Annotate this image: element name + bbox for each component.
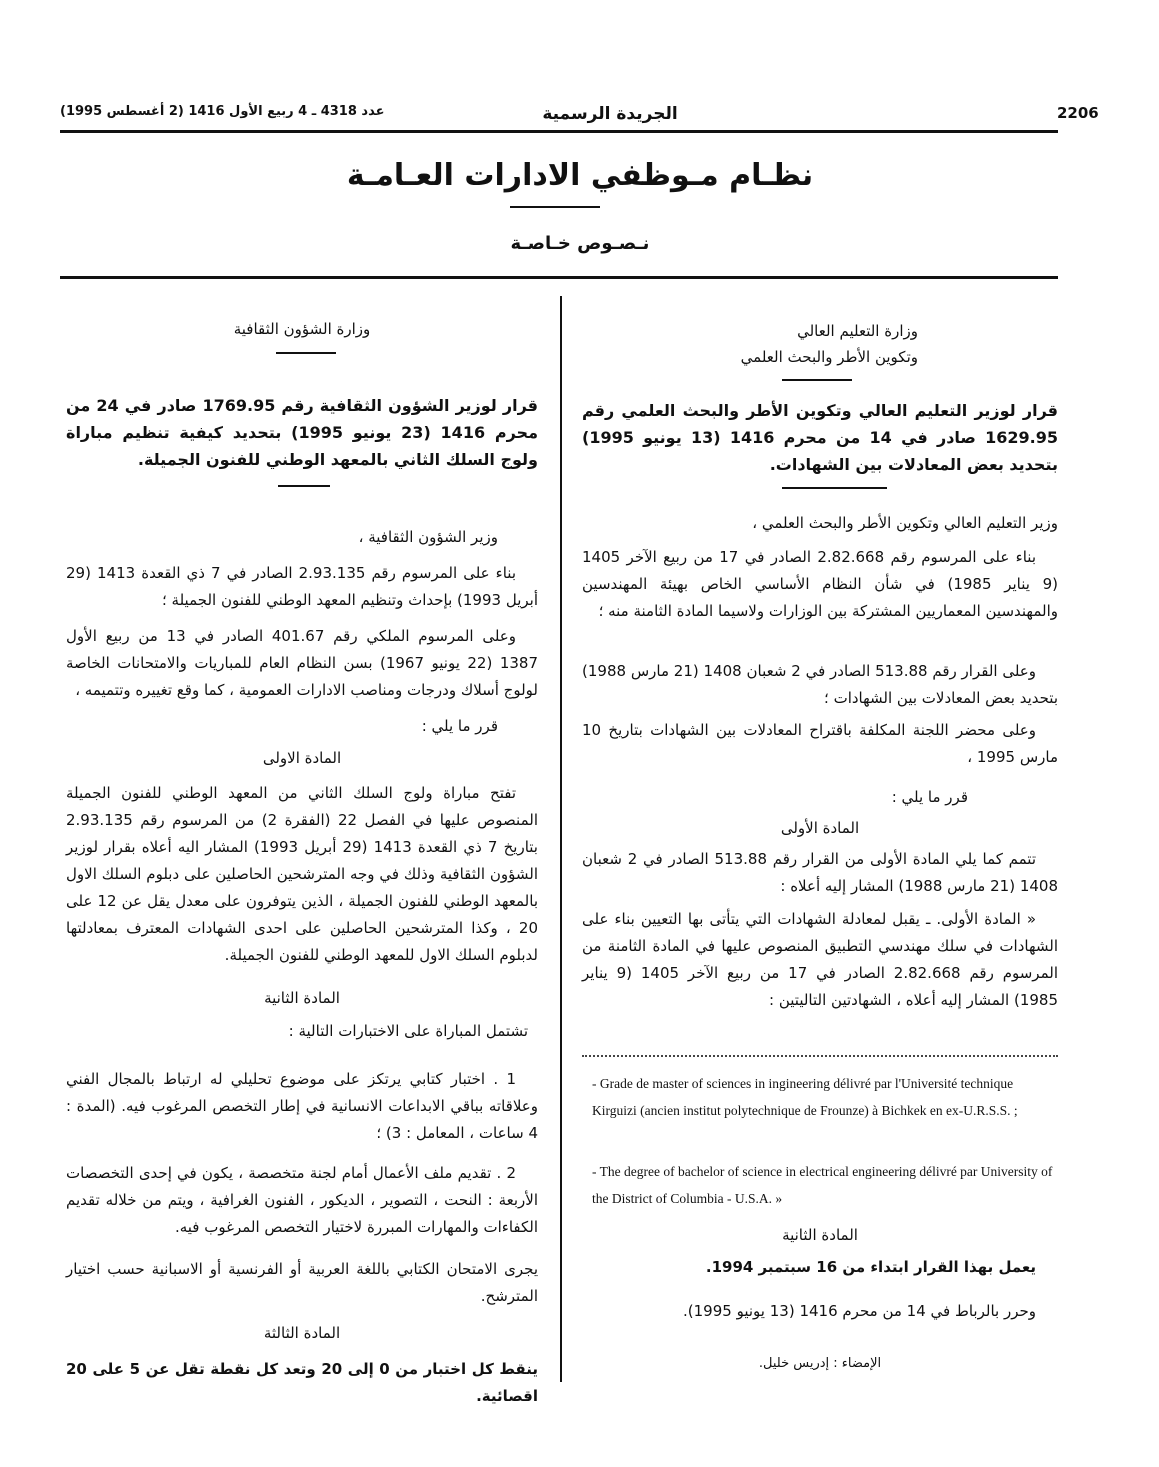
signature-line: الإمضاء : إدريس خليل. [758,1356,882,1371]
gazette-name: الجريدة الرسمية [542,104,678,124]
recital-2: وعلى القرار رقم 513.88 الصادر في 2 شعبان 1408 (21 مارس 1988) بتحديد بعض المعادلات بين الشهادات ؛ [582,662,1058,707]
recital-3: وعلى محضر اللجنة المكلفة باقتراح المعادلات بين الشهادات بتاريخ 10 مارس 1995 ، [582,721,1058,766]
article-1-text: تتمم كما يلي المادة الأولى من القرار رقم 513.88 الصادر في 2 شعبان 1408 (21 مارس 1988) المشار إليه أعلاه : [582,850,1058,895]
ministry-line-1: وزارة التعليم العالي [797,322,918,340]
latin-degree-1: - Grade de master of sciences in ingineering délivré par l'Université technique Kirguizi (ancien institut polytechnique de Frounze) à Bichkek en ex-U.R.S.S. ; [592,1076,1018,1118]
left-minister-line: وزير الشؤون الثقافية ، [358,528,498,546]
dotted-separator [582,1055,1058,1057]
ministry-divider [782,379,852,381]
left-article-1-title: المادة الاولى [262,749,342,767]
left-heading-divider [278,485,330,487]
left-column [66,0,538,1467]
article-1-title: المادة الأولى [780,819,860,837]
left-decides-line: قرر ما يلي : [421,717,498,735]
left-recital-2: وعلى المرسوم الملكي رقم 401.67 الصادر في 13 من ربيع الأول 1387 (22 يونيو 1967) بسن النظام العام للمباريات والامتحانات الخاصة لولوج أسلاك ودرجات ومناصب الادارات العمومية ، كما وقع تغييره وتتميمه ، [66,627,538,699]
exam-item-2: 2 . تقديم ملف الأعمال أمام لجنة متخصصة ، يكون في إحدى التخصصات الأربعة : النحت ، التصوير ، الديكور ، الفنون الغرافية ، ويتم من خلاله تقديم الكفاءات والمهارات المبررة لاختيار التخصص المرغوب فيه. [66,1164,538,1236]
decides-line: قرر ما يلي : [891,788,968,806]
left-article-2-intro: تشتمل المباراة على الاختبارات التالية : [288,1022,528,1040]
exam-item-1: 1 . اختبار كتابي يرتكز على موضوع تحليلي له ارتباط بالمجال الفني وعلاقاته بباقي الابداعات الانسانية في إطار التخصص المرغوب فيه. (المدة : 4 ساعات ، المعامل : 3) ؛ [66,1070,538,1142]
heading-divider [782,487,887,489]
column-divider [560,296,562,1382]
written-exam-language: يجرى الامتحان الكتابي باللغة العربية أو الفرنسية أو الاسبانية حسب اختيار المترشح. [66,1260,538,1305]
done-at-line: وحرر بالرباط في 14 من محرم 1416 (13 يونيو 1995). [682,1302,1036,1320]
left-decree-heading: قرار لوزير الشؤون الثقافية رقم 1769.95 صادر في 24 من محرم 1416 (23 يونيو 1995) بتحديد كيفية تنظيم مباراة ولوج السلك الثاني بالمعهد الوطني للفنون الجميلة. [66,396,538,469]
page-title: نظـام مـوظفي الادارات العـامـة [346,158,814,193]
decree-heading: قرار لوزير التعليم العالي وتكوين الأطر والبحث العلمي رقم 1629.95 صادر في 14 من محرم 1416 (13 يونيو 1995) بتحديد بعض المعادلات بين الشهادات. [582,401,1059,474]
article-1-quote: « المادة الأولى. ـ يقبل لمعادلة الشهادات التي يتأتى بها التعيين بناء على الشهادات في سلك مهندسي التطبيق المنصوص عليها في المادة الثامنة من المرسوم رقم 2.82.668 الصادر في 17 من ربيع الآخر 1405 (9 يناير 1985) المشار إليه أعلاه ، الشهادتين التاليتين : [582,910,1058,1009]
recital-1: بناء على المرسوم رقم 2.82.668 الصادر في 17 من ربيع الآخر 1405 (9 يناير 1985) في شأن النظام الأساسي الخاص بهيئة المهندسين والمهندسين المعماريين المشتركة بين الوزارات ولاسيما المادة الثامنة منه ؛ [582,548,1058,620]
left-recital-1: بناء على المرسوم رقم 2.93.135 الصادر في 7 ذي القعدة 1413 (29 أبريل 1993) بإحداث وتنظيم المعهد الوطني للفنون الجميلة ؛ [66,564,538,609]
left-article-2-title: المادة الثانية [264,989,340,1007]
right-column [582,0,1058,1467]
latin-degree-2: - The degree of bachelor of science in electrical engineering délivré par University of the District of Columbia - U.S.A. » [592,1164,1053,1206]
ministry-line-2: وتكوين الأطر والبحث العلمي [740,348,918,366]
page-subtitle: نـصـوص خـاصـة [510,233,650,254]
article-2-title: المادة الثانية [782,1226,858,1244]
left-article-1-text: تفتح مباراة ولوج السلك الثاني من المعهد الوطني للفنون الجميلة المنصوص عليها في الفصل 22 (الفقرة 2) من المرسوم رقم 2.93.135 بتاريخ 7 ذي القعدة 1413 (29 أبريل 1993) المشار اليه أعلاه بقرار لوزير الشؤون الثقافية وذلك في وجه المترشحين الحاصلين على دبلوم السلك الاول بالمعهد الوطني للفنون الجميلة ، الذين يتوفرون على معدل يقل عن 12 على 20 ، وكذا المترشحين الحاصلين على احدى الشهادات المعترف بمعادلتها لدبلوم السلك الاول للمعهد الوطني للفنون الجميلة. [66,784,538,964]
page-number: 2206 [1057,104,1099,122]
left-ministry-divider [276,352,336,354]
left-article-3-title: المادة الثالثة [263,1324,341,1342]
left-article-3-text: ينقط كل اختبار من 0 إلى 20 وتعد كل نقطة تقل عن 5 على 20 اقصائية. [66,1360,538,1405]
issue-line: عدد 4318 ـ 4 ربيع الأول 1416 (2 أغسطس 1995) [60,104,385,119]
minister-line: وزير التعليم العالي وتكوين الأطر والبحث العلمي ، [752,514,1058,532]
left-ministry: وزارة الشؤون الثقافية [233,320,371,338]
article-2-text: يعمل بهذا القرار ابتداء من 16 سبتمبر 1994. [705,1258,1036,1276]
